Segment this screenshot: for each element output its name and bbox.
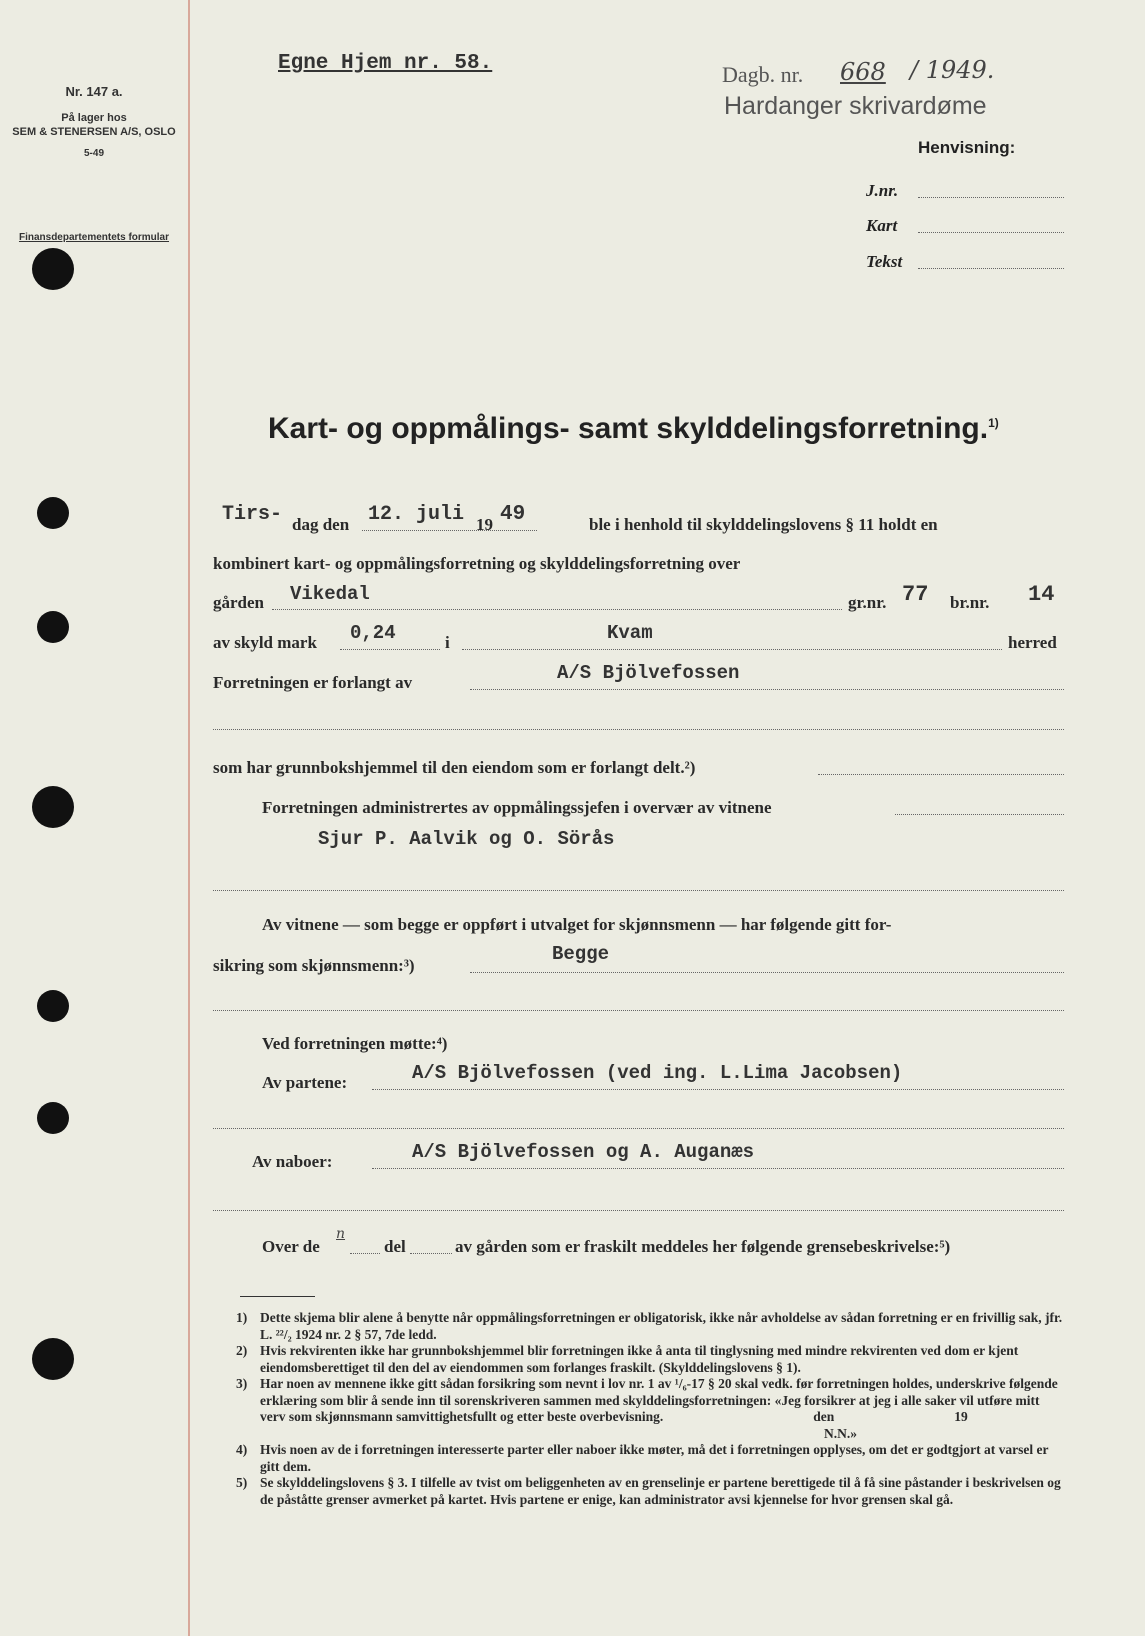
garden-value: Vikedal <box>290 583 370 605</box>
requested-by: A/S Bjölvefossen <box>557 662 740 684</box>
footnote-3-den: den <box>813 1409 835 1424</box>
parties-value: A/S Bjölvefossen (ved ing. L.Lima Jacobsen) <box>412 1062 903 1084</box>
punch-hole <box>32 248 74 290</box>
jnr-field <box>918 197 1064 198</box>
publisher: SEM & STENERSEN A/S, OSLO <box>12 126 176 138</box>
witness-assurance-label: sikring som skjønnsmenn:³) <box>213 956 415 975</box>
blank-line <box>213 1128 1064 1129</box>
neighbours-value: A/S Bjölvefossen og A. Auganæs <box>412 1141 755 1163</box>
footnote-text: Har noen av mennene ikke gitt sådan forsikring som nevnt i lov nr. 1 av ¹/₆-17 § 20 skal vedk. før forretningen holdes, underskrive følgende erklæring som blir å sende inn til sorenskriveren sammen med skylddelingsforretningen: «Jeg forsikrer at jeg i alle saker vil utføre mitt verv som skjønnsmann samvittighetsfullt og etter beste overbevisning. <box>260 1376 1058 1424</box>
typed-reference: Egne Hjem nr. 58. <box>278 52 493 75</box>
kart-label: Kart <box>866 216 898 235</box>
footnote-text: Hvis noen av de i forretningen interesserte parter eller naboer ikke møter, må det i forretningen opplyses, om det er godtgjort at varsel er gitt dem. <box>260 1442 1049 1474</box>
kart-field <box>918 232 1064 233</box>
footnote-1 <box>236 1310 1064 1343</box>
requested-label: Forretningen er forlangt av <box>213 673 413 692</box>
footnote-rule <box>240 1296 315 1297</box>
punch-hole <box>37 611 69 643</box>
punch-hole <box>37 497 69 529</box>
skyld-line <box>340 649 440 650</box>
garden-line <box>272 609 842 610</box>
admin-line <box>895 814 1064 815</box>
skyld-label: av skyld mark <box>213 633 317 652</box>
boundary-text: av gården som er fraskilt meddeles her følgende grensebeskrivelse:⁵) <box>455 1237 951 1256</box>
over-line <box>350 1253 380 1254</box>
document-title <box>268 412 999 446</box>
title-text: Kart- og oppmålings- samt skylddelingsforretning. <box>268 412 989 445</box>
dagb-number: 668 <box>840 58 886 86</box>
garden-label: gården <box>213 593 264 612</box>
i-label: i <box>445 633 450 652</box>
blank-line <box>213 1010 1064 1011</box>
skyld-value: 0,24 <box>350 622 396 644</box>
year-prefix: 19 <box>476 515 493 534</box>
witness-assured: Begge <box>552 943 610 965</box>
witness-line <box>213 890 1064 891</box>
margin-rule <box>188 0 190 1636</box>
intro-text: ble i henhold til skylddelingslovens § 11 holdt en <box>589 515 938 534</box>
assurance-line <box>470 972 1064 973</box>
neighbours-label: Av naboer: <box>252 1152 333 1171</box>
footnote-number: 4) <box>236 1442 248 1457</box>
footnote-3-year: 19 <box>954 1409 968 1424</box>
witness-text: Av vitnene — som begge er oppført i utvalget for skjønnsmenn — har følgende gitt for- <box>262 915 892 934</box>
dagb-year: / 1949. <box>910 56 995 84</box>
title-footnote-ref: 1) <box>988 416 999 430</box>
witnesses: Sjur P. Aalvik og O. Sörås <box>318 828 615 850</box>
requested-line <box>470 689 1064 690</box>
brnr-label: br.nr. <box>950 593 990 612</box>
herred-line <box>462 649 1002 650</box>
footnote-text: Dette skjema blir alene å benytte når oppmålingsforretningen er obligatorisk, ikke når avholdelse av sådan forretning er en frivillig sak, jfr. L. ²²/₂ 1924 nr. 2 § 57, 7de ledd. <box>260 1310 1063 1342</box>
footnotes <box>236 1310 1064 1508</box>
footnote-2 <box>236 1343 1064 1376</box>
del-line <box>410 1253 452 1254</box>
grnr-value: 77 <box>902 582 929 607</box>
parties-label: Av partene: <box>262 1073 348 1092</box>
year-value: 49 <box>500 503 526 526</box>
punch-hole <box>37 990 69 1022</box>
over-label: Over de <box>262 1237 320 1256</box>
punch-hole <box>37 1102 69 1134</box>
blank-line <box>213 729 1064 730</box>
grnr-label: gr.nr. <box>848 593 887 612</box>
over-fill: n <box>336 1226 346 1242</box>
jnr-label: J.nr. <box>866 181 899 200</box>
punch-hole <box>32 1338 74 1380</box>
herred-value: Kvam <box>607 622 653 644</box>
footnote-number: 2) <box>236 1343 248 1358</box>
footnote-text: Hvis rekvirenten ikke har grunnbokshjemmel blir forretningen ikke å anta til tinglysning med mindre rekvirenten ved dom er kjent eiendomsberettiget til den del av eiendommen som forlanges fraskilt. (Skylddelingslovens § 1). <box>260 1343 1019 1375</box>
dag-den-label: dag den <box>292 515 350 534</box>
weekday-prefix: Tirs- <box>222 503 283 526</box>
stock-line: På lager hos <box>61 112 127 124</box>
herred-label: herred <box>1008 633 1057 652</box>
brnr-value: 14 <box>1028 582 1055 607</box>
intro-line2: kombinert kart- og oppmålingsforretning og skylddelingsforretning over <box>213 554 741 573</box>
footnote-4 <box>236 1442 1064 1475</box>
blank-line <box>213 1210 1064 1211</box>
tekst-field <box>918 268 1064 269</box>
footnote-number: 3) <box>236 1376 248 1391</box>
office-stamp: Hardanger skrivardøme <box>724 92 987 120</box>
tekst-label: Tekst <box>866 252 903 271</box>
punch-hole <box>32 786 74 828</box>
del-label: del <box>384 1237 406 1256</box>
henvisning-label: Henvisning: <box>918 138 1016 157</box>
hjemmel-text: som har grunnbokshjemmel til den eiendom som er forlangt delt.²) <box>213 758 696 777</box>
footnote-3 <box>236 1376 1064 1442</box>
date-line <box>362 530 537 531</box>
attended-label: Ved forretningen møtte:⁴) <box>262 1034 448 1053</box>
neighbours-line <box>372 1168 1064 1169</box>
issuer: Finansdepartementets formular <box>18 232 170 243</box>
form-number: Nr. 147 a. <box>65 84 123 99</box>
parties-line <box>372 1089 1064 1090</box>
footnote-3-signature: N.N.» <box>824 1425 857 1441</box>
hjemmel-line <box>818 774 1064 775</box>
footnote-number: 1) <box>236 1310 248 1325</box>
footnote-text: Se skylddelingslovens § 3. I tilfelle av tvist om beliggenheten av en grenselinje er partene berettigede til å få sine påstander i beskrivelsen og de påståtte grenser avmerket på kartet. Hvis partene er enige, kan administrator avsi kjennelse for hvor grensen skal gå. <box>260 1475 1061 1507</box>
dagb-label: Dagb. nr. <box>722 62 804 87</box>
edition: 5-49 <box>83 148 104 159</box>
footnote-5 <box>236 1475 1064 1508</box>
admin-text: Forretningen administrertes av oppmålingssjefen i overvær av vitnene <box>262 798 772 817</box>
date-value: 12. juli <box>368 503 465 526</box>
footnote-number: 5) <box>236 1475 248 1490</box>
